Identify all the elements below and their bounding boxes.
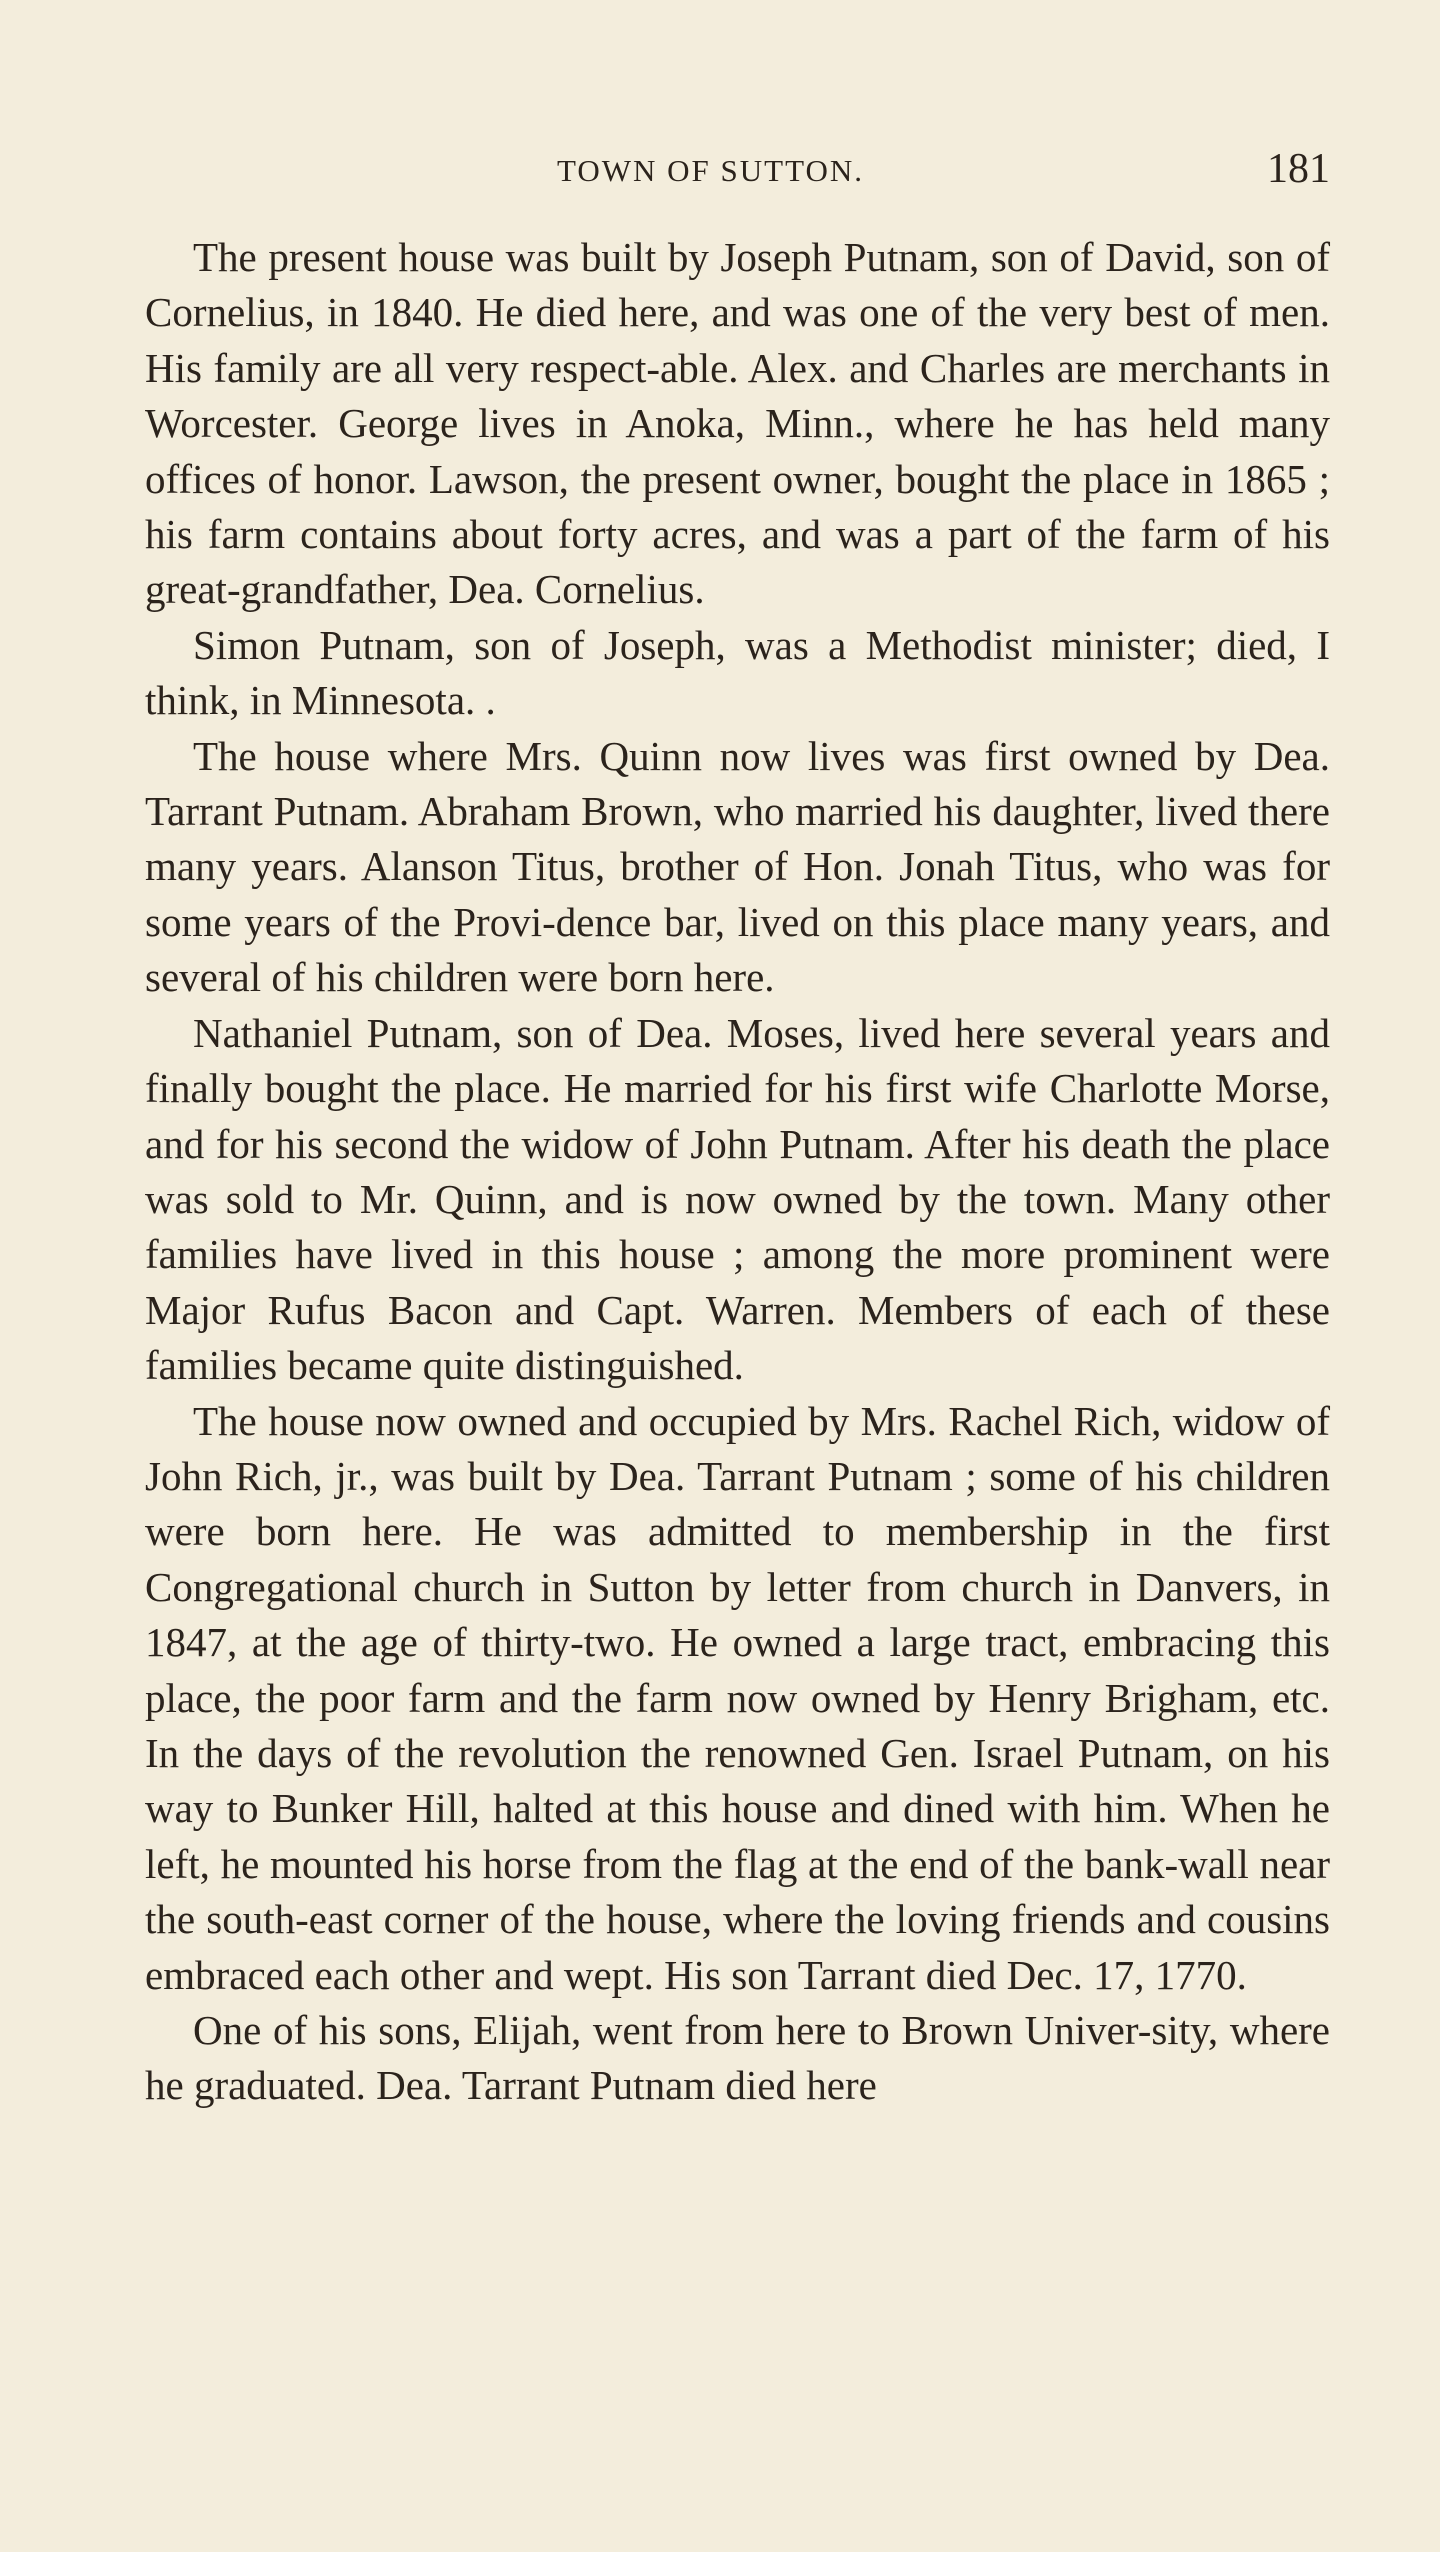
- paragraph-nathaniel-putnam: Nathaniel Putnam, son of Dea. Moses, lived here several years and finally bought the place. He married for his first wife Charlotte Morse, and for his second the widow of John Putnam. After his death the place was sold to Mr. Quinn, and is now owned by the town. Many other families have lived in this house ; among the more prominent were Major Rufus Bacon and Capt. Warren. Members of each of these families became quite distinguished.: [145, 1009, 1330, 1389]
- paragraph-joseph-putnam-house: The present house was built by Joseph Putnam, son of David, son of Cornelius, in 1840. He died here, and was one of the very best of men. His family are all very respect-able. Alex. and Charles are merchants in Worcester. George lives in Anoka, Minn., where he has held many offices of honor. Lawson, the present owner, bought the place in 1865 ; his farm contains about forty acres, and was a part of the farm of his great-grandfather, Dea. Cornelius.: [145, 234, 1330, 613]
- running-title: TOWN OF SUTTON.: [557, 153, 865, 188]
- paragraph-rich-house: The house now owned and occupied by Mrs. Rachel Rich, widow of John Rich, jr., was built by Dea. Tarrant Putnam ; some of his children were born here. He was admitted to membership in the first Congregational church in Sutton by letter from church in Danvers, in 1847, at the age of thirty-two. He owned a large tract, embracing this place, the poor farm and the farm now owned by Henry Brigham, etc. In the days of the revolution the renowned Gen. Israel Putnam, on his way to Bunker Hill, halted at this house and dined with him. When he left, he mounted his horse from the flag at the end of the bank-wall near the south-east corner of the house, where the loving friends and cousins embraced each other and wept. His son Tarrant died Dec. 17, 1770.: [145, 1397, 1330, 1998]
- paragraph-quinn-house: The house where Mrs. Quinn now lives was first owned by Dea. Tarrant Putnam. Abraham Brown, who married his daughter, lived there many years. Alanson Titus, brother of Hon. Jonah Titus, who was for some years of the Provi-dence bar, lived on this place many years, and several of his children were born here.: [145, 732, 1330, 1001]
- page-number: 181: [1267, 146, 1330, 192]
- paragraph-simon-putnam: Simon Putnam, son of Joseph, was a Methodist minister; died, I think, in Minnesota. .: [145, 621, 1330, 724]
- paragraph-elijah-putnam: One of his sons, Elijah, went from here to Brown Univer-sity, where he graduated. Dea. Tarrant Putnam died here: [145, 2007, 1330, 2109]
- running-head: [145, 145, 1330, 195]
- body-text: [145, 230, 1330, 2114]
